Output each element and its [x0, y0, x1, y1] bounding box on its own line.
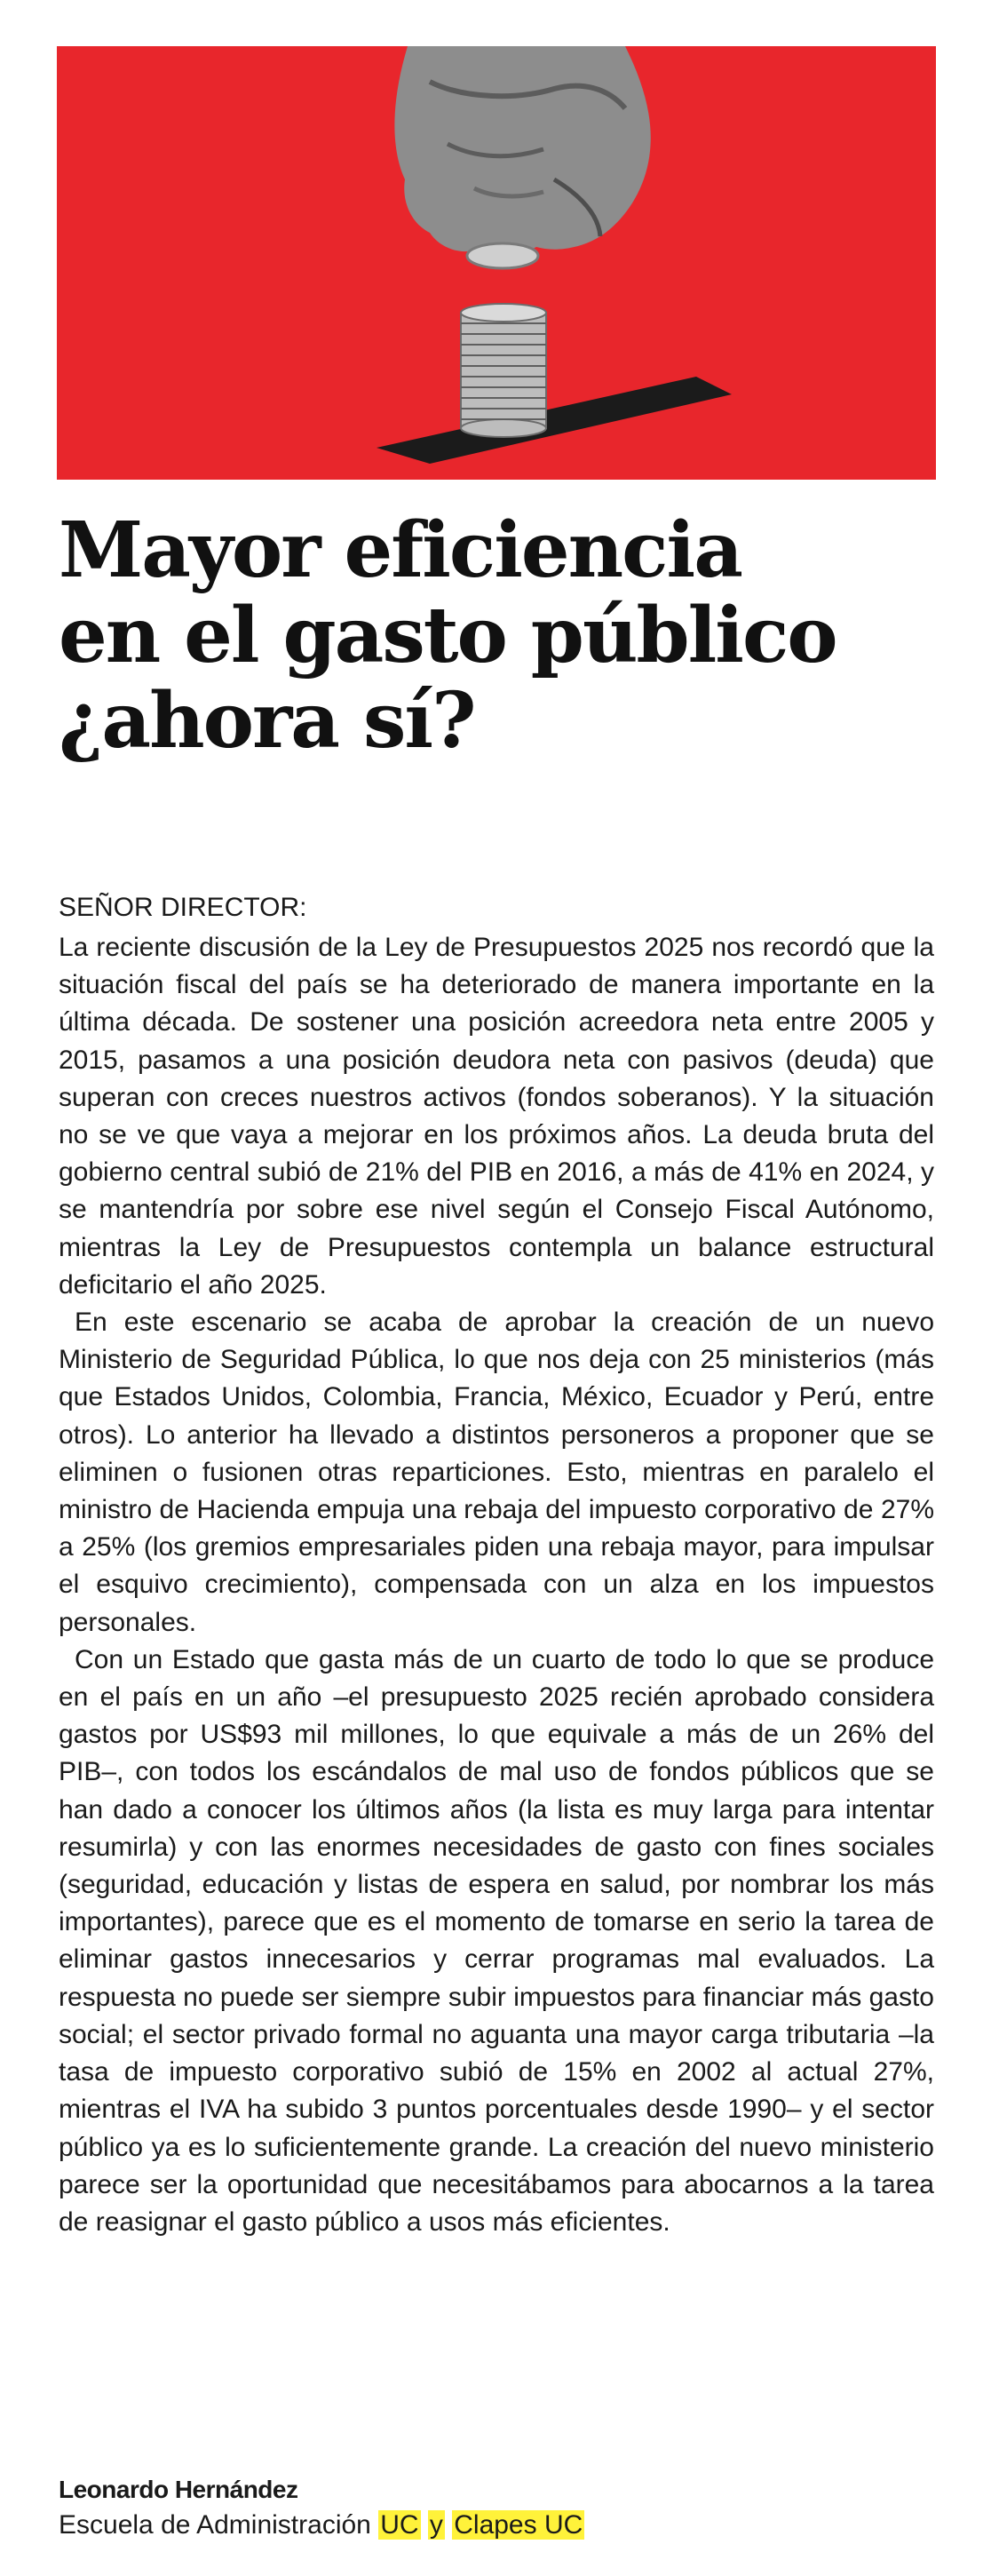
- salutation: SEÑOR DIRECTOR:: [59, 893, 307, 922]
- affiliation-highlight-clapes: Clapes UC: [454, 2510, 583, 2540]
- affiliation-highlight-uc: UC: [380, 2510, 419, 2540]
- author-name: Leonardo Hernández: [59, 2476, 298, 2503]
- headline-line-1: Mayor eficiencia: [59, 505, 741, 595]
- headline-line-3: ¿ahora sí?: [59, 676, 475, 766]
- affiliation-connector: y: [429, 2510, 443, 2540]
- headline-line-2: en el gasto público: [59, 591, 836, 680]
- affiliation-prefix: Escuela de Administración: [59, 2510, 371, 2540]
- article-photo: [57, 46, 936, 480]
- hand-coin-stack-image: [57, 46, 936, 480]
- author-affiliation: [59, 2507, 934, 2544]
- signature: [59, 2473, 934, 2544]
- paragraph-2: En este escenario se acaba de aprobar la creación de un nuevo Ministerio de Seguridad Pública, lo que nos deja con 25 ministerios (más que Estados Unidos, Colombia, Francia, México, Ecuador y Perú, entre otros). Lo anterior ha llevado a distintos personeros a proponer que se eliminen o fusionen otras reparticiones. Esto, mientras en paralelo el ministro de Hacienda empuja una rebaja del impuesto corporativo de 27% a 25% (los gremios empresariales piden una rebaja mayor, para impulsar el esquivo crecimiento), compensada con un alza en los impuestos personales.: [59, 1308, 934, 1637]
- paragraph-1: La reciente discusión de la Ley de Presupuestos 2025 nos recordó que la situación fiscal del país se ha deteriorado de manera importante en la última década. De sostener una posición acreedora neta entre 2005 y 2015, pasamos a una posición deudora neta con pasivos (deuda) que superan con creces nuestros activos (fondos soberanos). Y la situación no se ve que vaya a mejorar en los próximos años. La deuda bruta del gobierno central subió de 21% del PIB en 2016, a más de 41% en 2024, y se mantendría por sobre ese nivel según el Consejo Fiscal Autónomo, mientras la Ley de Presupuestos contempla un balance estructural deficitario el año 2025.: [59, 933, 934, 1300]
- paragraph-3: Con un Estado que gasta más de un cuarto de todo lo que se produce en el país en un año –el presupuesto 2025 recién aprobado considera gastos por US$93 mil millones, lo que equivale a más de un 26% del PIB–, con todos los escándalos de mal uso de fondos públicos que se han dado a conocer los últimos años (la lista es muy larga para intentar resumirla) y con las enormes necesidades de gasto con fines sociales (seguridad, educación y listas de espera en salud, por nombrar los más importantes), parece que es el momento de tomarse en serio la tarea de eliminar gastos innecesarios y cerrar programas mal evaluados. La respuesta no puede ser siempre subir impuestos para financiar más gasto social; el sector privado formal no aguanta una mayor carga tributaria –la tasa de impuesto corporativo subió de 15% en 2002 al actual 27%, mientras el IVA ha subido 3 puntos porcentuales desde 1990– y el sector público ya es lo suficientemente grande. La creación del nuevo ministerio parece ser la oportunidad que necesitábamos para abocarnos a la tarea de reasignar el gasto público a usos más eficientes.: [59, 1644, 934, 2237]
- headline: [59, 505, 947, 766]
- letter-body: [59, 890, 934, 2241]
